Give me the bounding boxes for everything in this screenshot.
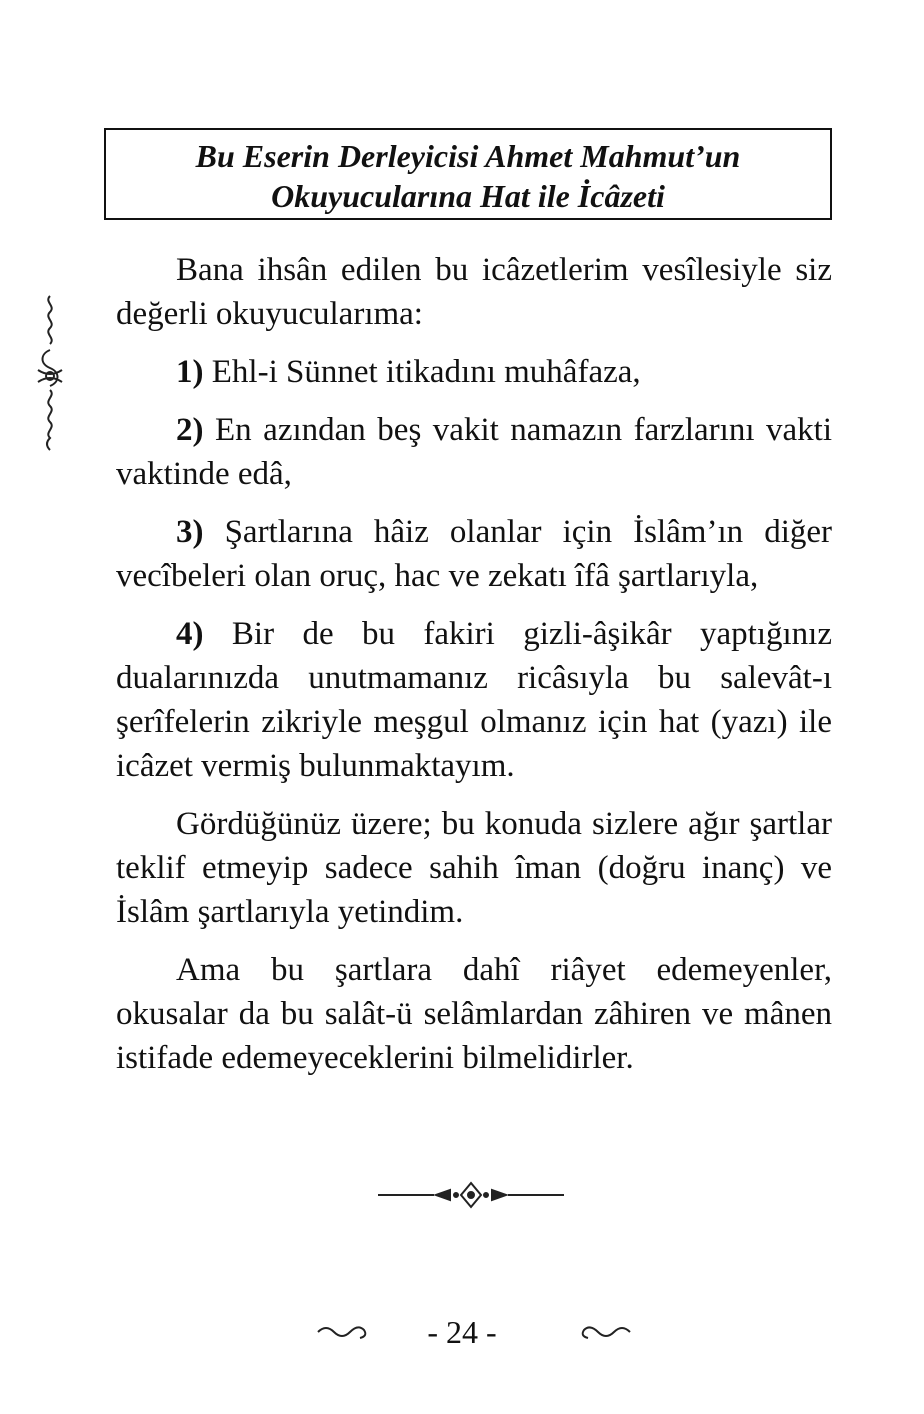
intro-paragraph: Bana ihsân edilen bu icâzetlerim vesîlesiyle siz değerli okuyucularıma: xyxy=(116,252,832,332)
divider-ornament-icon xyxy=(376,1180,566,1210)
footer xyxy=(0,1312,924,1352)
item-number: 4) xyxy=(176,616,204,652)
list-item xyxy=(116,350,832,394)
item-number: 1) xyxy=(176,354,204,390)
list-item xyxy=(116,408,832,496)
swirl-ornament-icon xyxy=(574,1322,634,1342)
body-text xyxy=(116,248,832,1094)
swirl-ornament-icon xyxy=(314,1322,374,1342)
title-line-1: Bu Eserin Derleyicisi Ahmet Mahmut’un xyxy=(195,138,741,174)
list-item xyxy=(116,612,832,788)
floral-scroll-ornament-icon xyxy=(30,292,70,462)
page-number: - 24 - xyxy=(427,1314,497,1350)
title-line-2: Okuyucularına Hat ile İcâzeti xyxy=(271,178,665,214)
paragraph-2: Gördüğünüz üzere; bu konuda sizlere ağır şartlar teklif etmeyip sadece sahih îman (doğru inanç) ve İslâm şartlarıyla yetindim. xyxy=(116,806,832,930)
item-text: Ehl-i Sünnet itikadını muhâfaza, xyxy=(203,354,641,390)
item-text: Şartlarına hâiz olanlar için İslâm’ın diğer vecîbeleri olan oruç, hac ve zekatı îfâ şartlarıyla, xyxy=(116,514,832,594)
item-number: 2) xyxy=(176,412,204,448)
item-text: En azından beş vakit namazın farzlarını vakti vaktinde edâ, xyxy=(116,412,832,492)
title-box xyxy=(104,128,832,220)
item-text: Bir de bu fakiri gizli-âşikâr yaptığınız dualarınızda unutmamanız ricâsıyla bu salevât-ı şerîfelerin zikriyle meşgul olmanız için hat (yazı) ile icâzet vermiş bulunmaktayım. xyxy=(116,616,832,784)
paragraph-3: Ama bu şartlara dahî riâyet edemeyenler, okusalar da bu salât-ü selâmlardan zâhiren ve mânen istifade edemeyeceklerini bilmelidirler. xyxy=(116,952,832,1076)
list-item xyxy=(116,510,832,598)
item-number: 3) xyxy=(176,514,204,550)
